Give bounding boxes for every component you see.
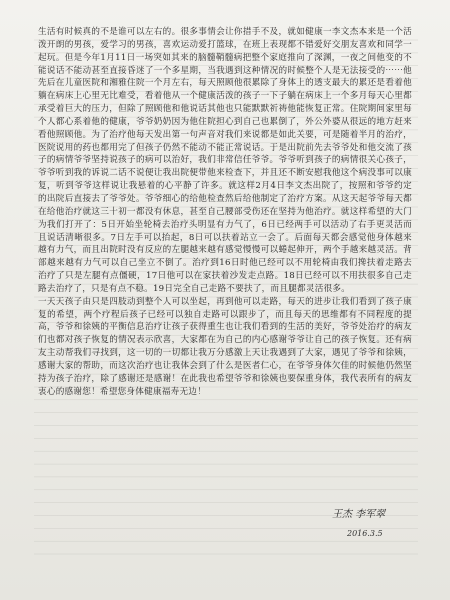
letter-date: 2016.3.5 bbox=[347, 529, 383, 538]
letter-paragraph-2: 一天天孩子由只是四肢动到整个人可以坐起，再到他可以走路，每天的进步让我们看到了孩子康复的希望，两个疗程后孩子已经可以独自走路可以跟步了，而且每天的思维都有不同程度的提高，爷爷和徐姨的平衡信息治疗让孩子获得重生也让我们看到的生活的美好，爷爷处治疗的病友们也都对孩子恢复的情况表示欣喜，大家都在为自己的内心感谢爷爷让自己的孩子恢复。还有病友主动帮我们寻找到，这一切的一切都让我万分感激上天让我遇到了大家，遇见了爷爷和徐姨，感谢大家的帮助，而这次治疗也让我体会到了什么是医者仁心，在爷爷身体欠佳的时候他仍然坚持为孩子治疗，除了感谢还是感谢！在此我也希望爷爷和徐姨也要保重身体，我代表所有的病友衷心的感谢您！希望您身体健康福寿无边！ bbox=[38, 296, 412, 397]
letter-body bbox=[38, 26, 412, 398]
letter-paragraph-1: 生活有时候真的不是谁可以左右的。很多事情会让你措手不及，就如健康一李文杰本来是一个活泼开朗的男孩，爱学习的男孩，喜欢运动爱打篮球，在班上表现都不错爱好交朋友喜欢和同学一起玩。但是今年1月11日一场突如其来的脑髓鞘髓病把整个家庭推向了深渊，一夜之间他变的不能说话不能动甚至直接昏迷了一个多星期，当我遇到这种情况的时候整个人是无法接受的⋯⋯他先后在儿童医院和湘雅住院一个月左右，每天照顾他很累除了身体上的透支最大的累还是看着他躺在病床上心里无比难受，看着他从一个健康活泼的孩子一下子躺在病床上一个多月每天心里都承受着巨大的压力，但除了照顾他和他说话其他也只能默默祈祷他能恢复正常。住院期间家里每个人都心系着他的健康，爷爷奶奶因为他住院担心到自己也累倒了，外公外婆从很远的地方赶来看他照顾他。为了治疗他每天发出第一句声音对我们来说都是如此关要，可是随着半月的治疗，医院说用的药也都用完了但孩子仍然不能动不能正常说话。于是出院前先去爷爷处和他交流了孩子的病情爷爷坚持说孩子的病可以治好，我们非常信任爷爷。爷爷听到孩子的病情很关心孩子，爷爷听到我的诉说二话不说便让我出院便带他来检查下，并且还不断安慰我他这个病没事可以康复，听到爷爷这样说让我悬着的心平静了许多。就这样2月4日李文杰出院了，按照和爷爷约定的出院后直接去了爷爷处。爷爷细心的给他检查然后给他制定了治疗方案。从这天起爷爷每天都在给他治疗就这三十初一都没有休息，甚至自己腰部受伤还在坚持为他治疗。就这样希望的大门为我们打开了：5日开始坐轮椅去治疗头明显有力气了，6日已经两手可以活动了右手更灵活而且说话清晰很多。7日左手可以抬起，8日可以扶着站立一会了。后面每天都会感觉他身体越来越有力气，而且出院时没有反应的左腿越来越有感觉慢慢可以蜷起伸开，两个手越来越灵活。背部越来越有力气可以自己坐立不倒了。治疗到16日时他已经可以不用轮椅由我们搀扶着走路去治疗了只是左腿有点僵硬，17日他可以在家扶着沙发走点路。18日已经可以不用扶很多自己走路去治疗了，只是有点不稳。19日完全自己走路不要扶了，而且腿都灵活很多。 bbox=[38, 27, 412, 294]
signature: 王杰 李军翠 bbox=[332, 509, 386, 520]
